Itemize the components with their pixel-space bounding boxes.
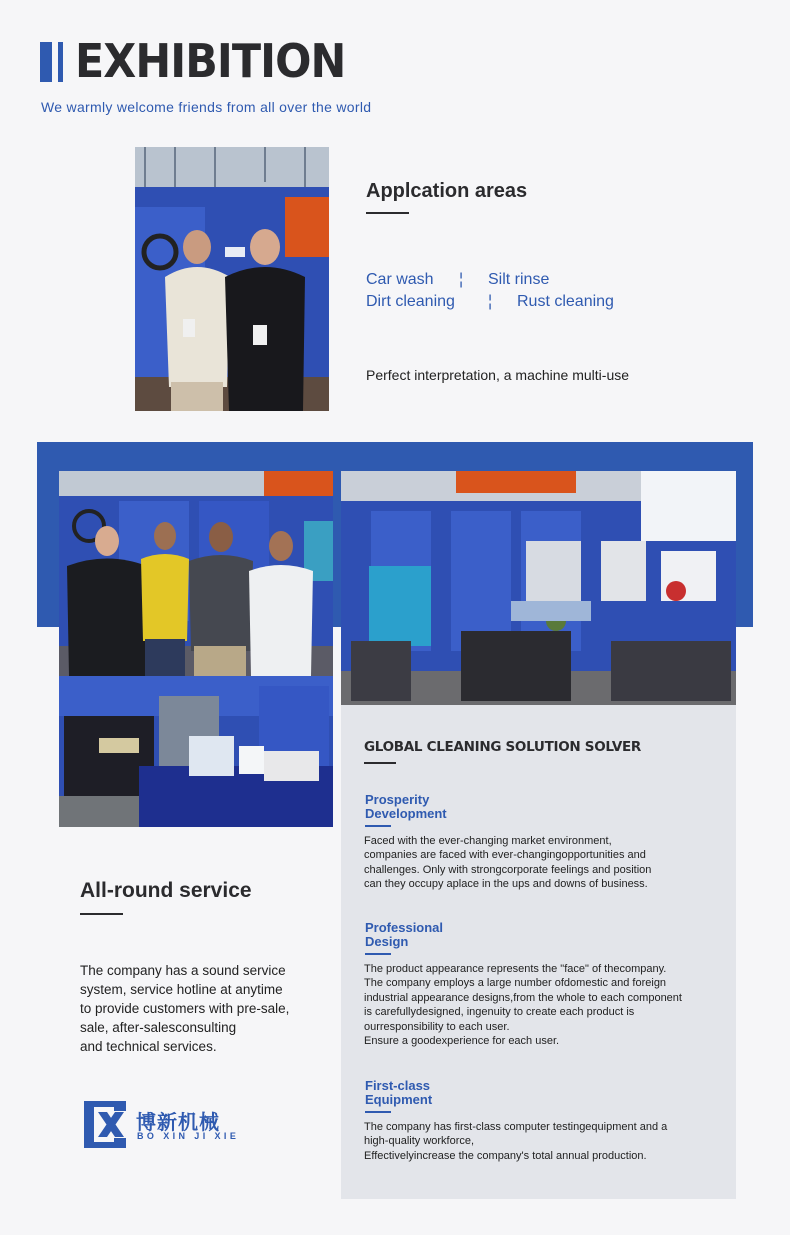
section-body-line: The company has first-class computer testingequipment and a [364,1121,668,1133]
application-item: Dirt cleaning [366,293,455,310]
section-rule [365,1111,391,1113]
section-heading-line: Development [365,806,447,821]
exhibition-photo-table [59,676,333,827]
section-body-line: industrial appearance designs,from the whole to each component [364,991,682,1004]
application-row [366,293,614,311]
application-item: Car wash [366,271,434,288]
section-heading-line: Professional [365,920,444,935]
section-rule [365,825,391,827]
section-heading-line: First-class [365,1078,431,1093]
company-logo-icon [80,1097,130,1152]
global-solution-rule [364,762,396,764]
service-rule [80,913,123,915]
section-body-line: challenges. Only with strongcorporate feelings and position [364,863,652,876]
section-body-line: companies are faced with ever-changingopportunities and [364,849,646,862]
section-body-line: can they occupy aplace in the ups and downs of business. [364,878,648,891]
service-line: to provide customers with pre-sale, [80,1001,290,1016]
service-body [80,961,289,1056]
section-body-equipment [364,1120,729,1163]
application-row [366,271,550,289]
section-body-line: Faced with the ever-changing market environment, [364,835,612,847]
separator: ¦ [459,271,464,288]
title-accent-bar [40,42,52,82]
section-heading-line: Equipment [365,1092,433,1107]
service-line: and technical services. [80,1039,217,1054]
exhibition-photo-booth [341,471,736,705]
service-line: system, service hotline at anytime [80,982,283,997]
page-subtitle: We warmly welcome friends from all over the world [41,99,372,115]
section-body-line: ourresponsibility to each user. [364,1020,510,1033]
section-body-line: Ensure a goodexperience for each user. [364,1035,560,1048]
section-body-line: The product appearance represents the "face" of thecompany. [364,963,667,975]
application-areas-rule [366,212,409,214]
section-heading-line: Design [365,934,409,949]
service-title: All-round service [80,879,252,902]
section-heading-prosperity [365,793,447,821]
service-line: The company has a sound service [80,963,286,978]
section-body-line: The company employs a large number ofdomestic and foreign [364,977,667,990]
section-body-line: high-quality workforce, [364,1135,475,1148]
separator: ¦ [488,293,493,310]
application-item: Silt rinse [488,271,550,288]
service-line: sale, after-salesconsulting [80,1020,237,1035]
section-rule [365,953,391,955]
company-logo-english: BO XIN JI XIE [137,1131,240,1141]
section-heading-design [365,921,443,949]
section-heading-equipment [365,1079,432,1107]
application-areas-title: Applcation areas [366,180,528,202]
exhibition-photo-two-men [135,147,329,411]
section-body-design [364,962,729,1048]
exhibition-photo-group [59,471,333,676]
page-title: EXHIBITION [75,34,346,88]
company-logo-chinese: 博新机械 [136,1110,220,1134]
global-solution-title: GLOBAL CLEANING SOLUTION SOLVER [364,739,641,755]
title-accent-bar-thin [58,42,63,82]
section-body-line: is carefullydesigned, ingenuity to create each product is [364,1006,635,1019]
section-body-prosperity [364,834,729,892]
application-item: Rust cleaning [517,293,614,310]
section-body-line: Effectivelyincrease the company's total annual production. [364,1149,647,1162]
section-heading-line: Prosperity [365,792,430,807]
application-description: Perfect interpretation, a machine multi-use [366,367,630,383]
